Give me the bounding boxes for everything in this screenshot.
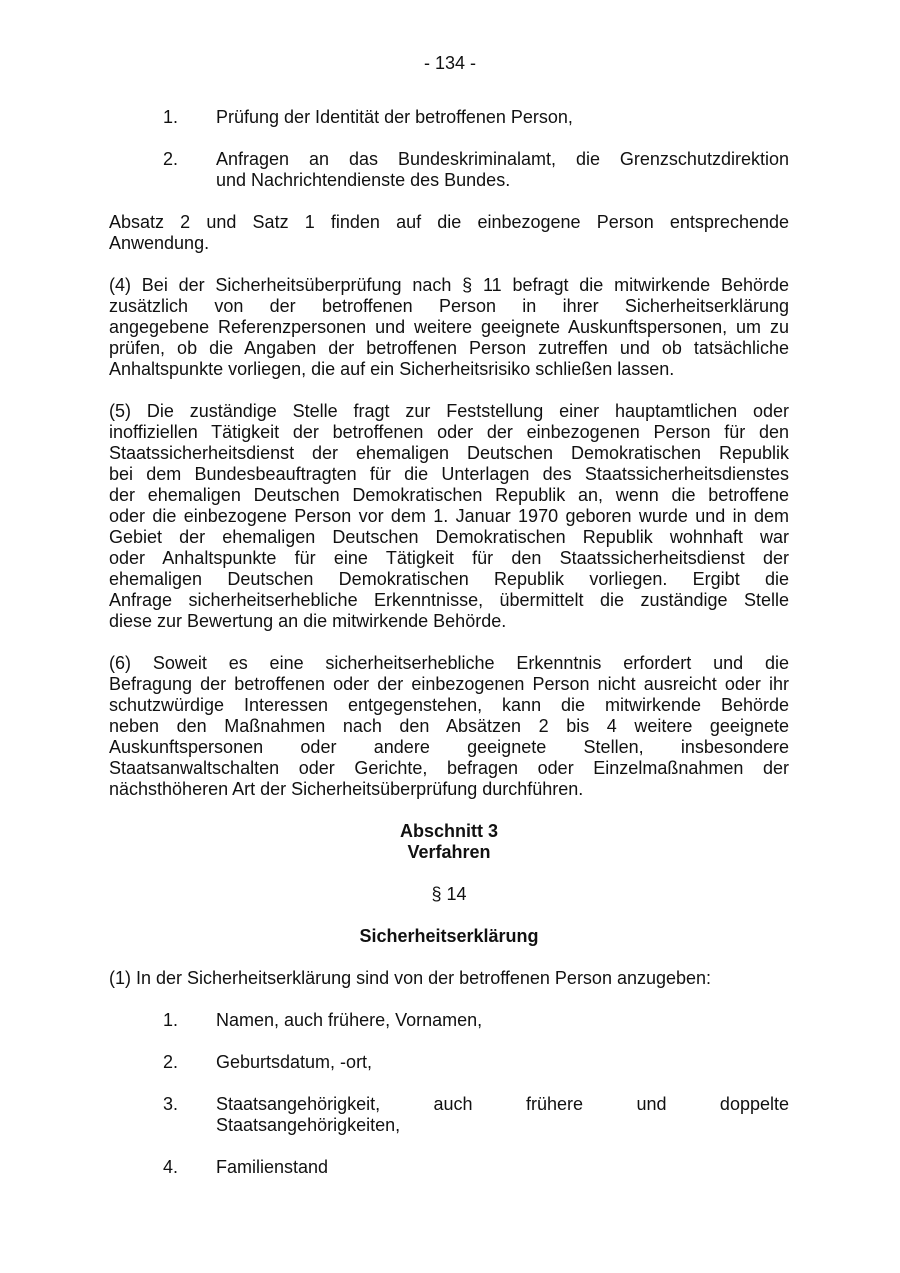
list-item (109, 149, 789, 191)
list-text-line: Staatsangehörigkeit, auch frühere und doppelte (216, 1094, 789, 1114)
text-line: (6) Soweit es eine sicherheitserhebliche Erkenntnis erfordert und die (109, 653, 789, 673)
text-line: oder die einbezogene Person vor dem 1. Januar 1970 geboren wurde und in dem (109, 506, 789, 526)
list-text-line: Staatsangehörigkeiten, (216, 1115, 401, 1135)
text-line: neben den Maßnahmen nach den Absätzen 2 bis 4 weitere geeignete (109, 716, 789, 736)
text-line: zusätzlich von der betroffenen Person in ihrer Sicherheitserklärung (109, 296, 789, 316)
text-line: Absatz 2 und Satz 1 finden auf die einbezogene Person entsprechende (109, 212, 789, 232)
list-text-line: und Nachrichtendienste des Bundes. (216, 170, 511, 190)
text-line: Befragung der betroffenen oder der einbezogenen Person nicht ausreicht oder ihr (109, 674, 789, 694)
text-line: Staatssicherheitsdienst der ehemaligen Deutschen Demokratischen Republik (109, 443, 789, 463)
list-number: 2. (163, 149, 179, 169)
text-line: der ehemaligen Deutschen Demokratischen Republik an, wenn die betroffene (109, 485, 789, 505)
list-text: Namen, auch frühere, Vornamen, (216, 1010, 483, 1030)
text-line: (5) Die zuständige Stelle fragt zur Feststellung einer hauptamtlichen oder (109, 401, 789, 421)
text-line: prüfen, ob die Angaben der betroffenen Person zutreffen und ob tatsächliche (109, 338, 789, 358)
text-line: Anfrage sicherheitserhebliche Erkenntnisse, übermittelt die zuständige Stelle (109, 590, 789, 610)
list-text-line: Anfragen an das Bundeskriminalamt, die Grenzschutzdirektion (216, 149, 789, 169)
page-number: - 134 - (423, 53, 477, 73)
paragraph-5 (109, 401, 789, 632)
list-item (109, 1010, 789, 1031)
list-number: 4. (163, 1157, 179, 1177)
paragraph-absatz (109, 212, 789, 254)
list-text: Geburtsdatum, -ort, (216, 1052, 373, 1072)
text-line: inoffiziellen Tätigkeit der betroffenen oder der einbezogenen Person für den (109, 422, 789, 442)
text-line: schutzwürdige Interessen entgegenstehen, kann die mitwirkende Behörde (109, 695, 789, 715)
paragraph-14-1: (1) In der Sicherheitserklärung sind von der betroffenen Person anzugeben: (109, 968, 712, 988)
list-text: Prüfung der Identität der betroffenen Person, (216, 107, 573, 127)
text-line: Auskunftspersonen oder andere geeignete Stellen, insbesondere (109, 737, 789, 757)
text-line: oder Anhaltspunkte für eine Tätigkeit für den Staatssicherheitsdienst der (109, 548, 789, 568)
text-line: Anwendung. (109, 233, 210, 253)
paragraph-sign: § 14 (431, 884, 467, 904)
text-line: nächsthöheren Art der Sicherheitsüberprüfung durchführen. (109, 779, 584, 799)
text-line: angegebene Referenzpersonen und weitere geeignete Auskunftspersonen, um zu (109, 317, 789, 337)
text-line: ehemaligen Deutschen Demokratischen Republik vorliegen. Ergibt die (109, 569, 789, 589)
page-body (109, 107, 789, 1198)
list-item (109, 1052, 789, 1073)
paragraph-heading: Sicherheitserklärung (359, 926, 539, 946)
list-number: 1. (163, 107, 179, 127)
section-title: Verfahren (407, 842, 491, 862)
text-line: (4) Bei der Sicherheitsüberprüfung nach § 11 befragt die mitwirkende Behörde (109, 275, 789, 295)
text-line: Anhaltspunkte vorliegen, die auf ein Sicherheitsrisiko schließen lassen. (109, 359, 675, 379)
list-number: 1. (163, 1010, 179, 1030)
text-line: Staatsanwaltschalten oder Gerichte, befragen oder Einzelmaßnahmen der (109, 758, 789, 778)
list-item (109, 1157, 789, 1178)
paragraph-6 (109, 653, 789, 800)
list-text: Familienstand (216, 1157, 329, 1177)
list-number: 2. (163, 1052, 179, 1072)
text-line: Gebiet der ehemaligen Deutschen Demokratischen Republik wohnhaft war (109, 527, 789, 547)
text-line: bei dem Bundesbeauftragten für die Unterlagen des Staatssicherheitsdienstes (109, 464, 789, 484)
paragraph-4 (109, 275, 789, 380)
text-line: diese zur Bewertung an die mitwirkende Behörde. (109, 611, 507, 631)
list-item (109, 107, 789, 128)
list-number: 3. (163, 1094, 179, 1114)
section-label: Abschnitt 3 (399, 821, 498, 841)
list-item (109, 1094, 789, 1136)
